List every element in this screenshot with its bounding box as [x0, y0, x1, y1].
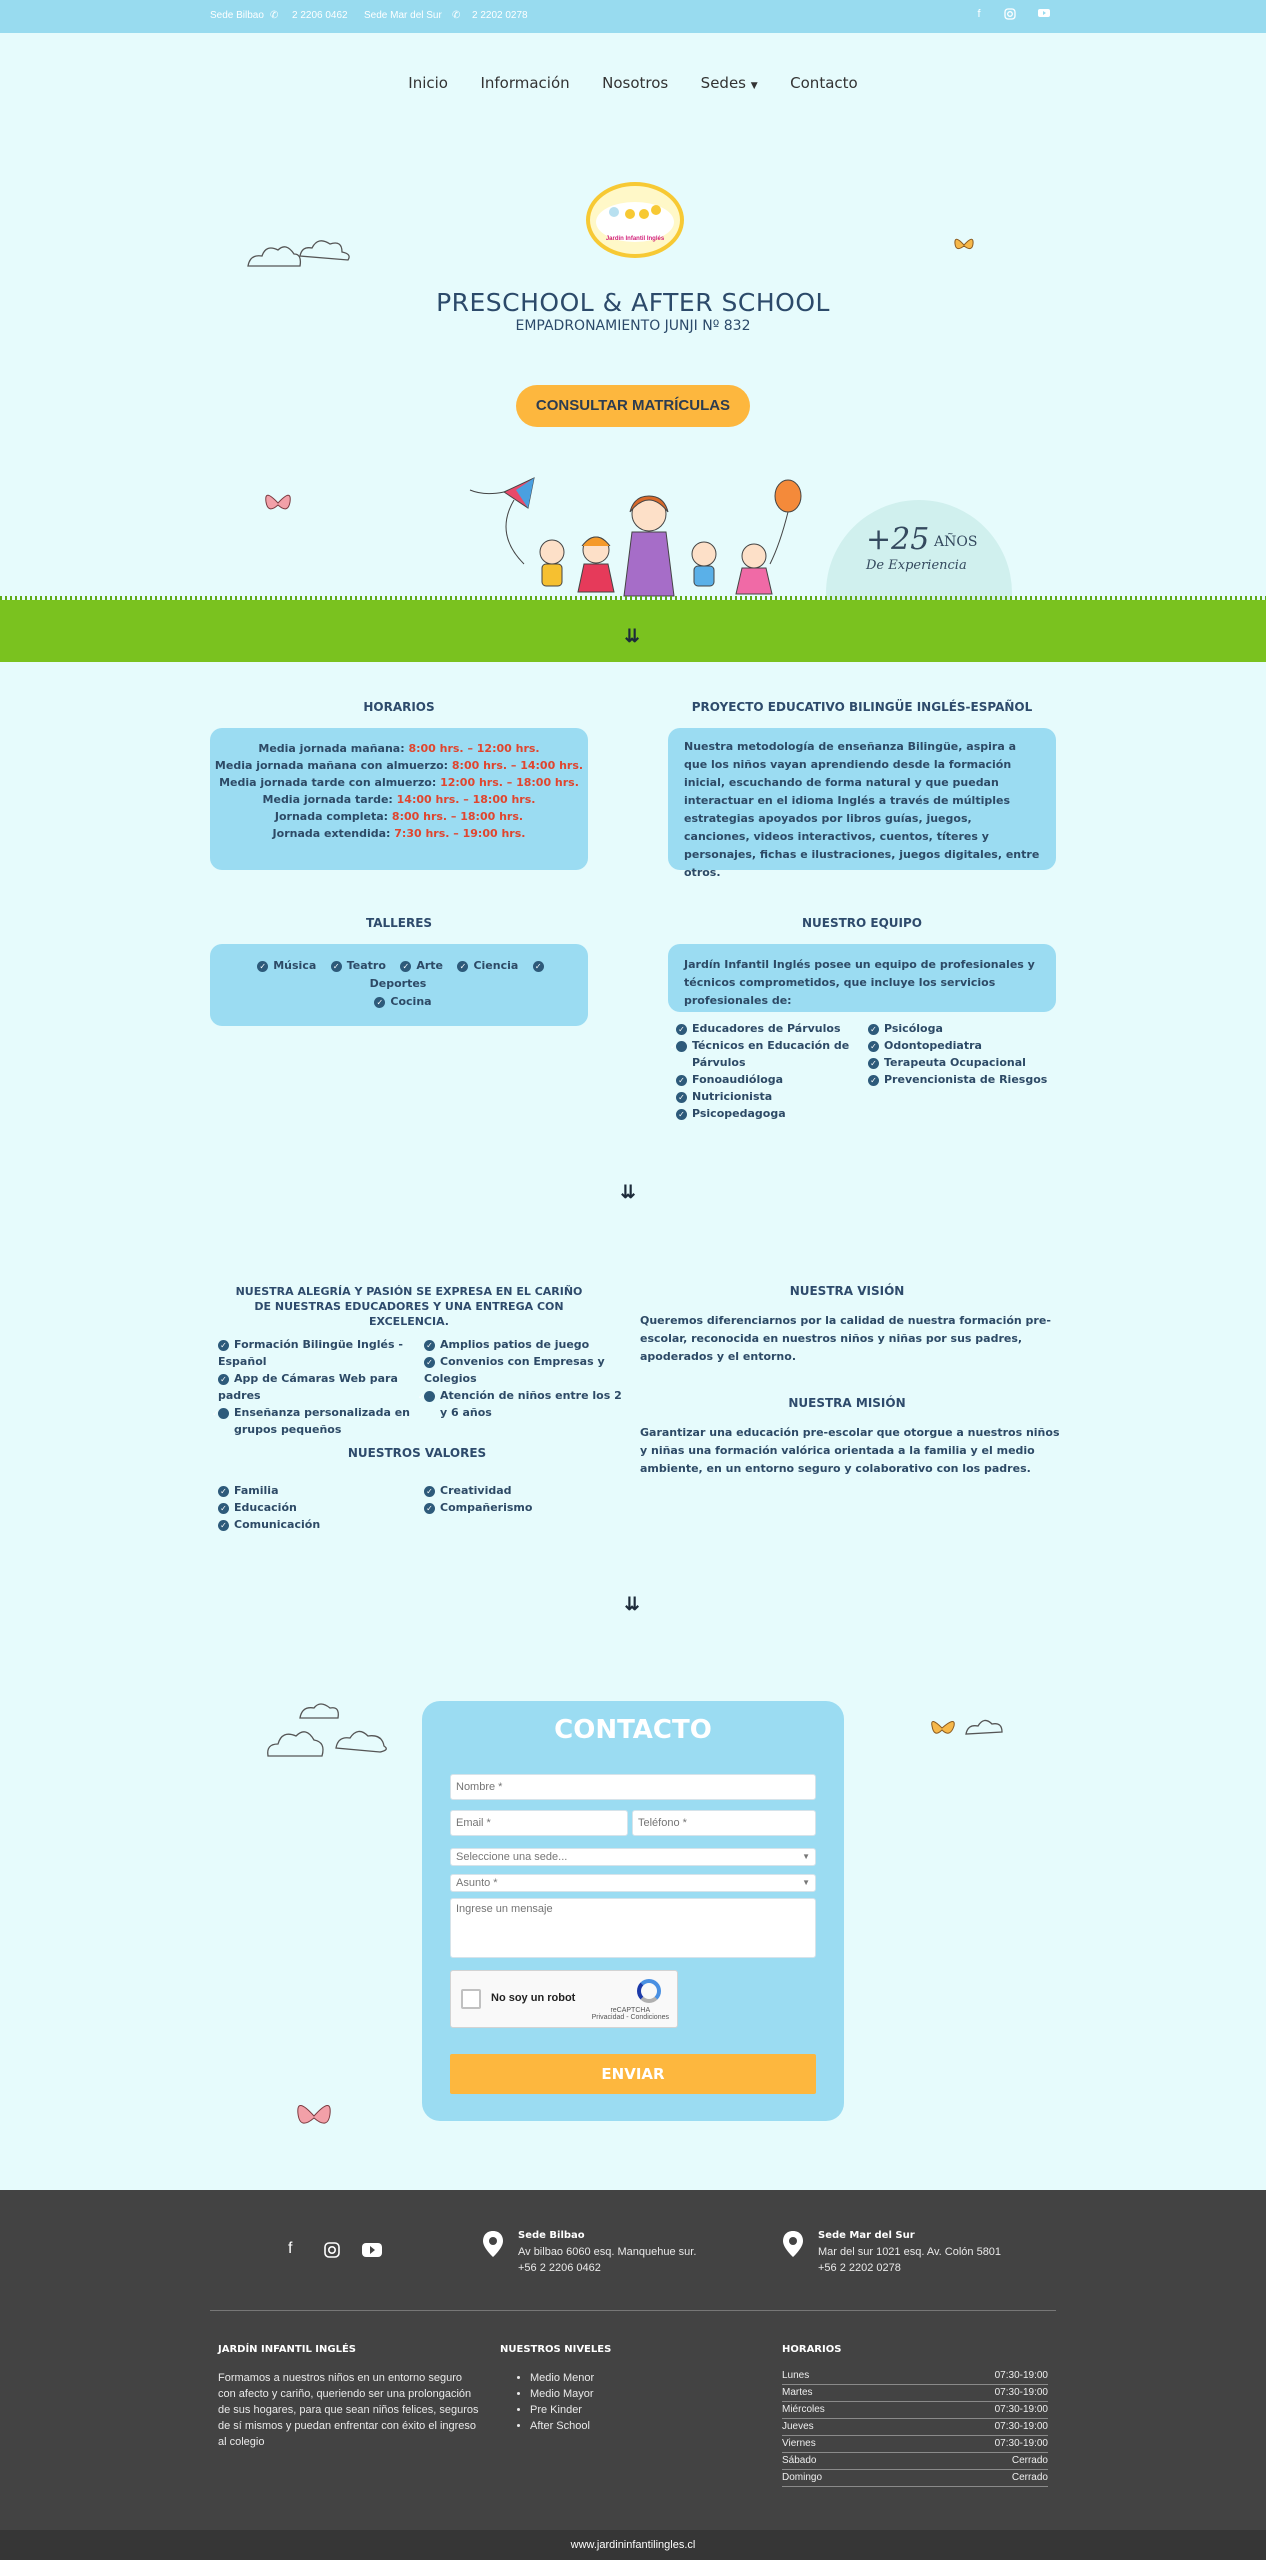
check-circle-icon: ✓ [676, 1075, 687, 1086]
check-circle-icon: ✓ [331, 961, 342, 972]
hero-subtitle: EMPADRONAMIENTO JUNJI Nº 832 [515, 318, 751, 334]
phone-icon: ✆ [452, 10, 461, 21]
location-pin-icon [482, 2230, 504, 2258]
horario-line: Media jornada mañana con almuerzo: 8:00 hrs. – 14:00 hrs. [214, 759, 584, 772]
proyecto-text: Nuestra metodología de enseñanza Bilingüe, aspira a que los niños vayan aprendiendo desde la formación inicial, escuchando de forma natural y que puedan interactuar en el idioma Inglés a través de múltiples estrategias apoyados por libros guías, juegos, canciones, videos interactivos, cuentos, títeres y personajes, fichas e ilustraciones, juegos digitales, entre otros. [684, 740, 1040, 879]
experience-badge [826, 500, 1012, 600]
horario-line: Jornada extendida: 7:30 hrs. – 19:00 hrs. [272, 827, 526, 840]
alegria-list-2 [418, 1336, 624, 1421]
recaptcha-icon [637, 1979, 661, 2003]
proyecto-title: PROYECTO EDUCATIVO BILINGÜE INGLÉS-ESPAÑOL [691, 700, 1033, 714]
check-circle-icon: ✓ [868, 1075, 879, 1086]
list-item: ✓ Educadores de Párvulos [676, 1020, 866, 1037]
list-item: ✓ Enseñanza personalizada en grupos pequeños [212, 1406, 410, 1436]
top-bar [0, 0, 1266, 33]
mision-title: NUESTRA MISIÓN [788, 1396, 906, 1410]
butterfly-cloud-icon [928, 1714, 1008, 1742]
hero-title: PRESCHOOL & AFTER SCHOOL [436, 288, 830, 317]
nivel-link[interactable]: • Medio Menor [530, 2370, 594, 2386]
horarios-list [210, 740, 588, 842]
schedule-row: Miércoles 07:30-19:00 [782, 2402, 1048, 2419]
talleres-box [210, 944, 588, 1026]
horario-line: Media jornada mañana: 8:00 hrs. – 12:00 hrs. [258, 742, 540, 755]
recaptcha-links[interactable]: Privacidad - Condiciones [591, 2014, 669, 2021]
vision-title: NUESTRA VISIÓN [789, 1284, 905, 1298]
check-circle-icon: ✓ [676, 1024, 687, 1035]
logo-text: Jardín Infantil Inglés [605, 236, 665, 242]
schedule-row: Sábado Cerrado [782, 2453, 1048, 2470]
nav-item-informacion[interactable]: Información [480, 74, 570, 92]
equipo-title: NUESTRO EQUIPO [801, 916, 923, 930]
check-circle-icon: ✓ [868, 1041, 879, 1052]
check-circle-icon: ✓ [676, 1041, 687, 1052]
recaptcha-label: No soy un robot [491, 1992, 576, 2004]
list-item: ✓ Amplios patios de juego [424, 1336, 624, 1353]
topbar-sede2-label: Sede Mar del Sur [364, 10, 442, 21]
schedule-row: Domingo Cerrado [782, 2470, 1048, 2487]
nivel-link[interactable]: • Pre Kinder [530, 2402, 594, 2418]
check-circle-icon: ✓ [868, 1024, 879, 1035]
check-circle-icon: ✓ [424, 1357, 435, 1368]
check-circle-icon: ✓ [218, 1408, 229, 1419]
check-circle-icon: ✓ [218, 1520, 229, 1531]
equipo-box [668, 944, 1056, 1012]
vision-text: Queremos diferenciarnos por la calidad de nuestra formación pre-escolar, reconocida en nuestros niños y niñas por sus padres, apoderados y el entorno. [640, 1314, 1051, 1363]
check-circle-icon: ✓ [218, 1503, 229, 1514]
horarios-box [210, 728, 588, 870]
footer-sede1-title: Sede Bilbao [518, 2230, 585, 2241]
schedule-row: Viernes 07:30-19:00 [782, 2436, 1048, 2453]
nav-item-contacto[interactable]: Contacto [790, 74, 858, 92]
valores-title: NUESTROS VALORES [347, 1446, 487, 1460]
asunto-select[interactable] [450, 1874, 816, 1892]
check-circle-icon: ✓ [868, 1058, 879, 1069]
check-circle-icon: ✓ [676, 1092, 687, 1103]
check-circle-icon: ✓ [424, 1340, 435, 1351]
check-circle-icon: ✓ [218, 1374, 229, 1385]
chevron-down-icon: ▼ [802, 1852, 810, 1861]
horario-line: Jornada completa: 8:00 hrs. – 18:00 hrs. [274, 810, 524, 823]
nombre-input[interactable] [450, 1774, 816, 1800]
footer-sede1-phone[interactable]: +56 2 2206 0462 [518, 2262, 601, 2274]
check-circle-icon: ✓ [374, 997, 385, 1008]
list-item: ✓ Atención de niños entre los 2 y 6 años [418, 1389, 622, 1419]
list-item: ✓ Compañerismo [424, 1499, 624, 1516]
badge-anos: AÑOS [934, 534, 978, 550]
site-logo[interactable] [586, 182, 684, 258]
list-item: ✓ Formación Bilingüe Inglés - Español [218, 1338, 403, 1368]
chevron-double-down-icon[interactable]: ⇊ [624, 626, 640, 646]
nivel-link[interactable]: • Medio Mayor [530, 2386, 594, 2402]
footer-sede2-addr: Mar del sur 1021 esq. Av. Colón 5801 [818, 2246, 1002, 2258]
list-item: ✓ App de Cámaras Web para padres [218, 1372, 398, 1402]
proyecto-box [668, 728, 1056, 879]
nav-item-inicio[interactable]: Inicio [408, 74, 448, 92]
check-circle-icon: ✓ [424, 1486, 435, 1497]
alegria-list-1 [212, 1336, 424, 1438]
taller-item: ✓Deportes [370, 959, 549, 990]
check-circle-icon: ✓ [424, 1391, 435, 1402]
check-circle-icon: ✓ [257, 961, 268, 972]
list-item: ✓ Psicopedagoga [676, 1105, 866, 1122]
nav-item-sedes-label: Sedes [700, 74, 746, 92]
footer-site-link[interactable]: www.jardininfantilingles.cl [0, 2530, 1266, 2560]
footer-sede1-addr: Av bilbao 6060 esq. Manquehue sur. [518, 2246, 697, 2258]
footer-sede2-phone[interactable]: +56 2 2202 0278 [818, 2262, 901, 2274]
list-item: ✓ Terapeuta Ocupacional [868, 1054, 1058, 1071]
youtube-icon[interactable] [1038, 8, 1052, 22]
enviar-button[interactable]: ENVIAR [450, 2054, 816, 2094]
sede-select[interactable] [450, 1848, 816, 1866]
footer-divider [210, 2310, 1056, 2311]
horario-line: Media jornada tarde con almuerzo: 12:00 hrs. – 18:00 hrs. [219, 776, 579, 789]
email-input[interactable] [450, 1810, 628, 1836]
nav-item-sedes[interactable] [701, 74, 758, 92]
list-item: ✓ Fonoaudióloga [676, 1071, 866, 1088]
alegria-title: NUESTRA ALEGRÍA Y PASIÓN SE EXPRESA EN EL CARIÑO DE NUESTRAS EDUCADORES Y UNA ENTREGA CON EXCELENCIA. [235, 1285, 583, 1328]
list-item: ✓ Comunicación [218, 1516, 424, 1533]
valores-list-2 [424, 1482, 624, 1516]
list-item: ✓ Convenios con Empresas y Colegios [424, 1355, 605, 1385]
check-circle-icon: ✓ [400, 961, 411, 972]
badge-small: De Experiencia [866, 558, 967, 573]
schedule-row: Jueves 07:30-19:00 [782, 2419, 1048, 2436]
check-circle-icon: ✓ [424, 1503, 435, 1514]
recaptcha-brand-name: reCAPTCHA [610, 2007, 651, 2014]
consultar-matriculas-button[interactable]: CONSULTAR MATRÍCULAS [516, 385, 750, 427]
taller-item: ✓ Cocina [374, 995, 431, 1008]
butterfly-icon [262, 488, 294, 518]
sede-select-value: Seleccione una sede... [456, 1851, 568, 1863]
talleres-list [248, 956, 558, 1010]
list-item: ✓ Nutricionista [676, 1088, 866, 1105]
kids-illustration-icon [464, 474, 804, 604]
nivel-link[interactable]: • After School [530, 2418, 594, 2434]
check-circle-icon: ✓ [533, 961, 544, 972]
facebook-icon[interactable]: f [288, 2240, 293, 2257]
valores-list-1 [218, 1482, 424, 1533]
butterfly-icon [952, 234, 976, 256]
recaptcha-brand [592, 2007, 669, 2021]
chevron-down-icon: ▼ [750, 81, 758, 91]
footer-niveles-list [530, 2370, 594, 2434]
telefono-input[interactable] [632, 1810, 816, 1836]
list-item: ✓ Técnicos en Educación de Párvulos [670, 1039, 850, 1069]
check-circle-icon: ✓ [676, 1109, 687, 1120]
footer-sede2-title: Sede Mar del Sur [818, 2230, 915, 2241]
location-pin-icon [782, 2230, 804, 2258]
topbar-sede1-phone[interactable]: 2 2206 0462 [292, 10, 348, 21]
taller-item: ✓ Arte [400, 959, 443, 972]
taller-item: ✓ Ciencia [457, 959, 518, 972]
equipo-list-2 [868, 1020, 1058, 1088]
list-item: ✓ Psicóloga [868, 1020, 1058, 1037]
mensaje-textarea[interactable] [450, 1898, 816, 1958]
recaptcha-widget [450, 1970, 678, 2028]
taller-item: ✓ Teatro [331, 959, 386, 972]
footer-niveles-title: NUESTROS NIVELES [500, 2344, 612, 2355]
youtube-icon[interactable] [362, 2243, 382, 2257]
chevron-down-icon: ▼ [802, 1878, 810, 1887]
footer-about-title: JARDÍN INFANTIL INGLÉS [218, 2344, 357, 2355]
list-item: ✓ Familia [218, 1482, 424, 1499]
instagram-icon[interactable] [324, 2242, 340, 2258]
chevron-double-down-icon[interactable]: ⇊ [620, 1182, 636, 1202]
schedule-row: Lunes 07:30-19:00 [782, 2368, 1048, 2385]
topbar-sede2-phone[interactable]: 2 2202 0278 [472, 10, 528, 21]
schedule-row: Martes 07:30-19:00 [782, 2385, 1048, 2402]
phone-icon: ✆ [270, 10, 279, 21]
topbar-sede1-label: Sede Bilbao [210, 10, 264, 21]
footer [0, 2190, 1266, 2530]
taller-item: ✓ Música [257, 959, 316, 972]
list-item: ✓ Prevencionista de Riesgos [868, 1071, 1058, 1088]
mision-text: Garantizar una educación pre-escolar que otorgue a nuestros niños y niñas una formación valórica orientada a la familia y el medio ambiente, en un entorno seguro y colaborativo con los padres. [640, 1426, 1060, 1475]
list-item: ✓ Creatividad [424, 1482, 624, 1499]
facebook-icon[interactable]: f [977, 8, 981, 20]
nav-item-nosotros[interactable]: Nosotros [602, 74, 669, 92]
list-item: ✓ Educación [218, 1499, 424, 1516]
list-item: ✓ Odontopediatra [868, 1037, 1058, 1054]
contact-title: CONTACTO [554, 1715, 712, 1745]
horario-line: Media jornada tarde: 14:00 hrs. – 18:00 hrs. [262, 793, 536, 806]
check-circle-icon: ✓ [218, 1340, 229, 1351]
main-nav [0, 74, 1266, 98]
cloud-icon [264, 1700, 394, 1760]
horarios-title: HORARIOS [363, 700, 435, 714]
check-circle-icon: ✓ [218, 1486, 229, 1497]
asunto-select-value: Asunto * [456, 1877, 498, 1889]
badge-big: +25 [866, 522, 930, 557]
check-circle-icon: ✓ [457, 961, 468, 972]
footer-about-text: Formamos a nuestros niños en un entorno seguro con afecto y cariño, queriendo ser una prolongación de sus hogares, para que sean niños felices, seguros de sí mismos y puedan enfrentar con éxito el ingreso al colegio [218, 2372, 479, 2448]
recaptcha-checkbox[interactable] [461, 1989, 481, 2009]
talleres-title: TALLERES [365, 916, 433, 930]
instagram-icon[interactable] [1004, 8, 1018, 22]
cloud-icon [246, 232, 356, 272]
equipo-list-1 [670, 1020, 866, 1122]
equipo-intro: Jardín Infantil Inglés posee un equipo de profesionales y técnicos comprometidos, que incluye los servicios profesionales de: [684, 958, 1035, 1007]
butterfly-icon [292, 2096, 336, 2136]
chevron-double-down-icon[interactable]: ⇊ [624, 1594, 640, 1614]
ducks-icon [604, 202, 664, 222]
footer-horarios-title: HORARIOS [782, 2344, 842, 2355]
